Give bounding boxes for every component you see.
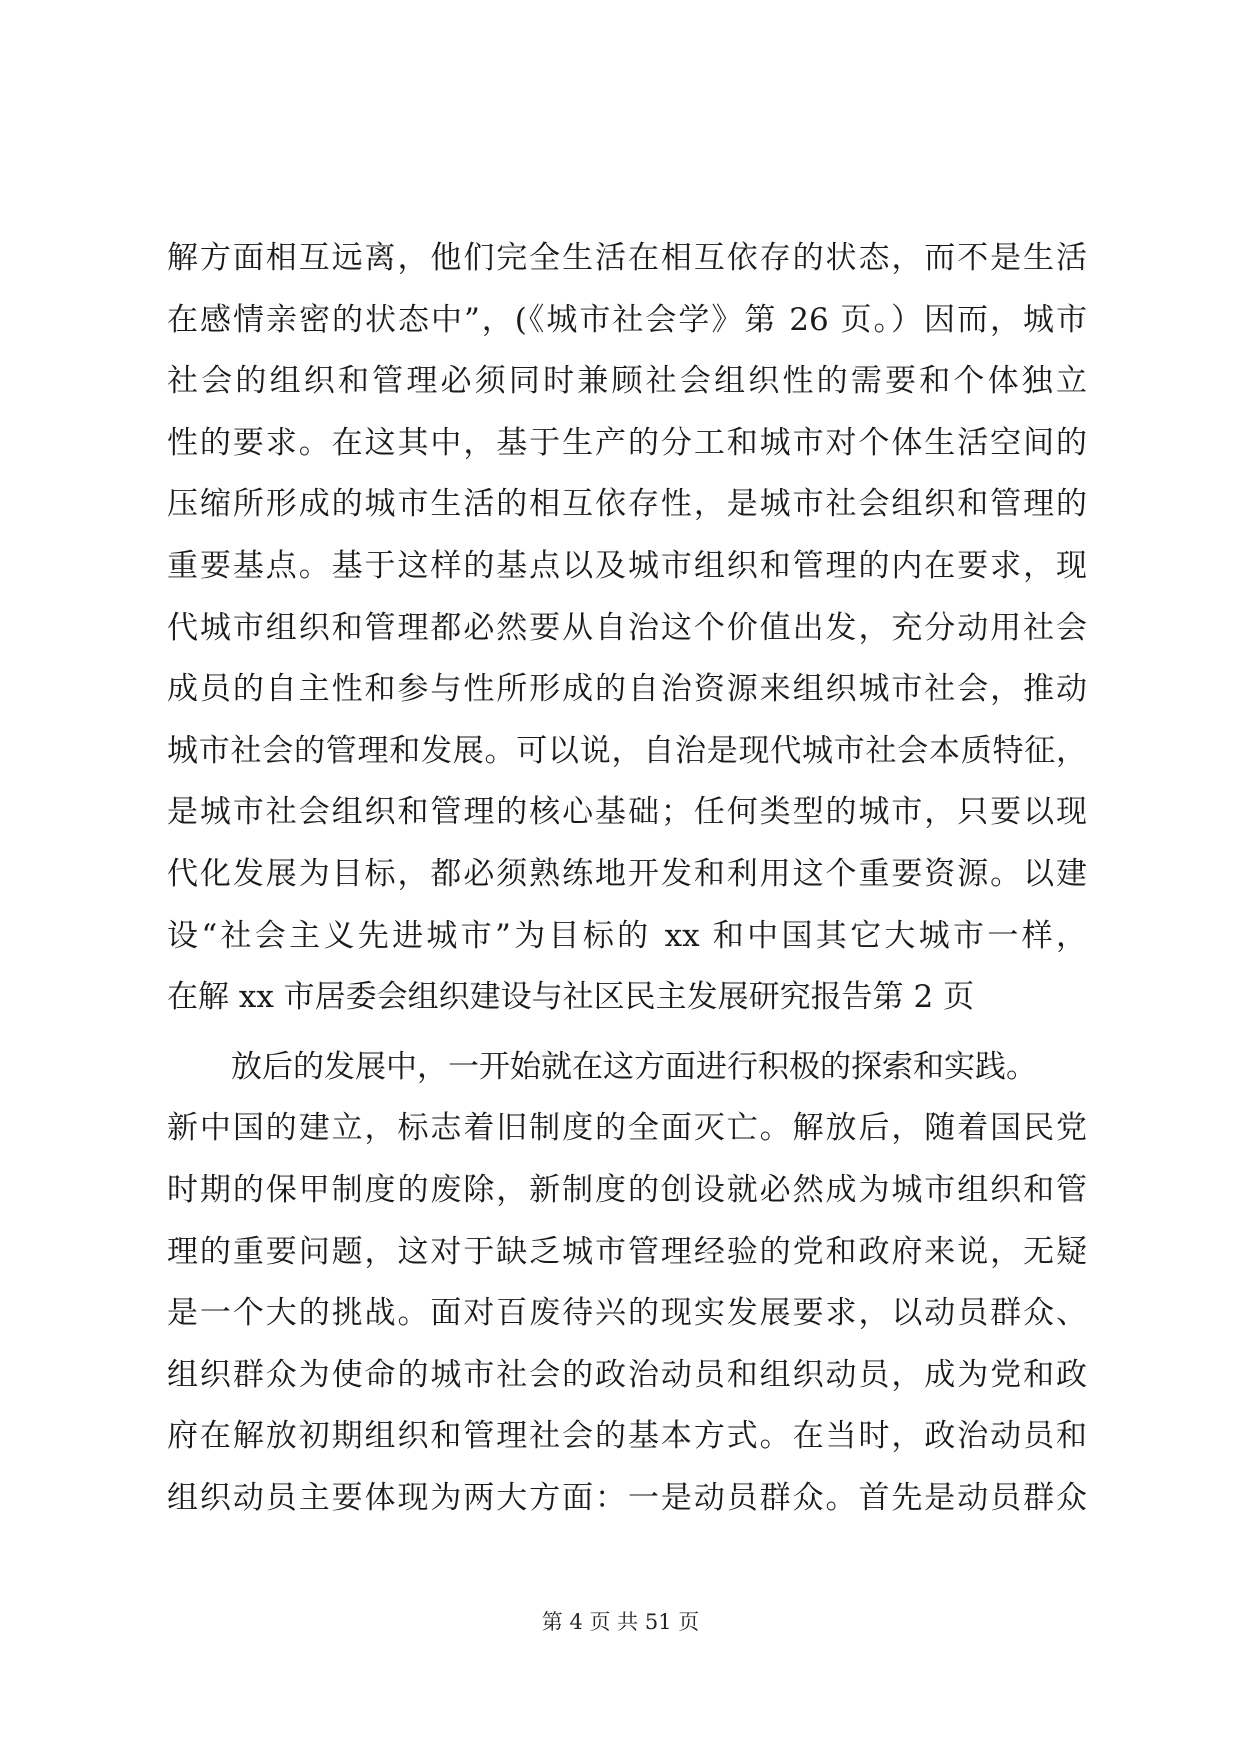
text-line: 在感情亲密的状态中”，(《城市社会学》第 26 页。）因而，城市 [167,301,1087,338]
text-line: 代化发展为目标，都必须熟练地开发和利用这个重要资源。以建 [167,855,1087,892]
text-line: 设“社会主义先进城市”为目标的 xx 和中国其它大城市一样， [167,917,1087,954]
text-line: 组织动员主要体现为两大方面：一是动员群众。首先是动员群众 [167,1479,1087,1516]
paragraph-2 [167,1037,1087,1530]
text-line: 重要基点。基于这样的基点以及城市组织和管理的内在要求，现 [167,547,1087,584]
text-line: 在解 xx 市居委会组织建设与社区民主发展研究报告第 2 页 [167,979,975,1016]
page-number: 第 4 页 共 51 页 [541,1610,700,1634]
body-text [167,228,1087,1529]
text-line: 时期的保甲制度的废除，新制度的创设就必然成为城市组织和管 [167,1171,1087,1208]
paragraph-1 [167,228,1087,1029]
text-line: 压缩所形成的城市生活的相互依存性，是城市社会组织和管理的 [167,486,1087,523]
text-line: 理的重要问题，这对于缺乏城市管理经验的党和政府来说，无疑 [167,1233,1087,1270]
text-line: 城市社会的管理和发展。可以说，自治是现代城市社会本质特征， [167,732,1087,769]
text-line: 新中国的建立，标志着旧制度的全面灭亡。解放后，随着国民党 [167,1110,1087,1147]
text-line: 成员的自主性和参与性所形成的自治资源来组织城市社会，推动 [167,671,1087,708]
text-line: 放后的发展中，一开始就在这方面进行积极的探索和实践。 [231,1048,1037,1085]
text-line: 代城市组织和管理都必然要从自治这个价值出发，充分动用社会 [167,609,1087,646]
text-line: 性的要求。在这其中，基于生产的分工和城市对个体生活空间的 [167,424,1087,461]
text-line: 解方面相互远离，他们完全生活在相互依存的状态，而不是生活 [167,240,1087,276]
text-line: 社会的组织和管理必须同时兼顾社会组织性的需要和个体独立 [167,363,1087,400]
text-line: 是一个大的挑战。面对百废待兴的现实发展要求，以动员群众、 [167,1295,1087,1332]
text-line: 是城市社会组织和管理的核心基础；任何类型的城市，只要以现 [167,794,1087,831]
page-footer [0,1606,1241,1636]
text-line: 府在解放初期组织和管理社会的基本方式。在当时，政治动员和 [167,1418,1087,1455]
text-line: 组织群众为使命的城市社会的政治动员和组织动员，成为党和政 [167,1356,1087,1393]
